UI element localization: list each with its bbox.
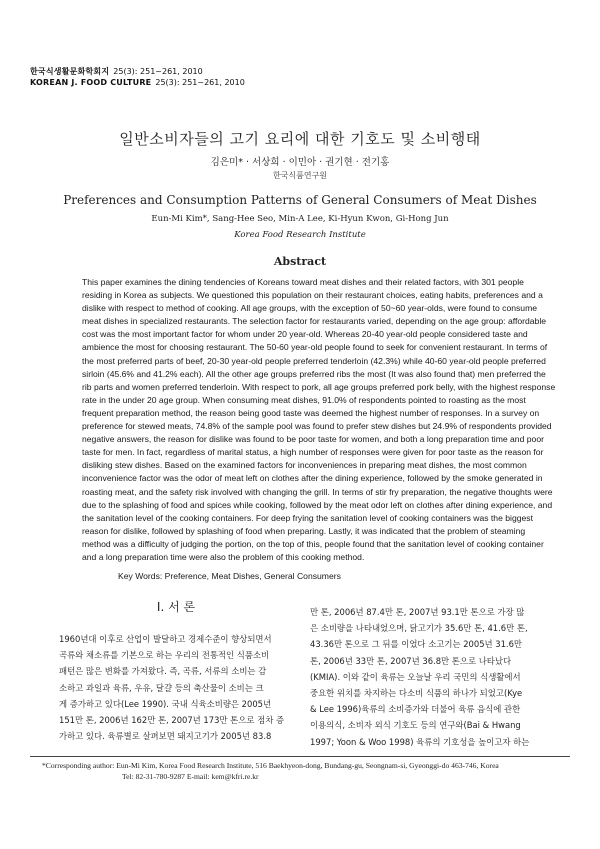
footnote-divider <box>30 756 570 757</box>
intro-text-line: 패턴은 많은 변화를 가져왔다. 즉, 곡류, 서류의 소비는 감 <box>59 666 267 677</box>
abstract-heading: Abstract <box>273 255 327 268</box>
intro-text-line: 1997; Yoon & Woo 1998) 육류의 기호성을 높이고자 하는 <box>310 736 530 747</box>
intro-text-line: 톤, 2006년 33만 톤, 2007년 36.8만 톤으로 나타났다 <box>310 655 512 666</box>
keywords: Key Words: Preference, Meat Dishes, General Consumers <box>118 571 341 581</box>
journal-name-en: KOREAN J. FOOD CULTURE <box>30 78 152 87</box>
journal-name-ko: 한국식생활문화학회지 <box>30 67 110 76</box>
section-heading-introduction: I. 서 론 <box>156 600 196 614</box>
footnote-line-1: *Corresponding author: Eun-Mi Kim, Korea Food Research Institute, 516 Baekhyeon-dong, Bundang-gu, Seongnam-si, Gyeonggi-do 463-746, Korea <box>42 761 499 770</box>
journal-volume-ko: 25(3): 251~261, 2010 <box>113 67 203 76</box>
abstract-line: method was a difficulty of judging the portion, on the top of this, people found that the sanitation level of cooking container <box>82 538 544 549</box>
abstract-line: the sanitation level of the cooking containers. For deep frying the sanitation level of cooking containers was the biggest <box>82 512 533 523</box>
abstract-line: rib parts and women preferred tenderloin. With respect to pork, all age groups preferred pork belly, with the highest response <box>82 381 556 392</box>
journal-line-en <box>30 77 245 88</box>
abstract-line: roasting meat, and the safety risk involved with changing the grill. In terms of stir fry preparation, the negative thoughts were <box>82 486 553 497</box>
abstract-line: This paper examines the dining tendencies of Koreans toward meat dishes and their related factors, with 301 people <box>82 277 524 287</box>
intro-text-line: 151만 톤, 2006년 162만 톤, 2007년 173만 톤으로 점차 증 <box>59 715 285 726</box>
authors-english: Eun-Mi Kim*, Sang-Hee Seo, Min-A Lee, Ki-Hyun Kwon, Gi-Hong Jun <box>151 214 449 224</box>
intro-text-line: 곡류와 채소류를 기본으로 하는 우리의 전통적인 식품소비 <box>59 650 270 661</box>
abstract-line: residing in Korea as subjects. We questioned this population on their restaurant choices, eating habits, preferences and a <box>82 290 543 301</box>
abstract-line: ambience the most for choosing restaurant. The 50-60 year-old people found to seek for convenient restaurant. In terms of <box>82 342 548 353</box>
abstract-line: and a long preparation time were also the problem of this cooking method. <box>82 551 365 562</box>
institution-english: Korea Food Research Institute <box>234 230 366 240</box>
authors-korean: 김은미* · 서상희 · 이민아 · 권기현 · 전기홍 <box>210 157 390 168</box>
abstract-body <box>82 276 556 564</box>
abstract-line: due to the splashing of food and spices while cooking, followed by the meat odor left on clothes after dining experience, and <box>82 499 553 510</box>
journal-line-ko <box>30 66 245 77</box>
intro-text-line: 소하고 과일과 육류, 우유, 달걀 등의 축산물이 소비는 크 <box>59 682 264 693</box>
intro-text-line: (KMIA). 이와 같이 육류는 오늘날 우리 국민의 식생활에서 <box>310 671 521 682</box>
paper-title-korean: 일반소비자들의 고기 요리에 대한 기호도 및 소비행태 <box>119 130 481 148</box>
abstract-line: negative answers, the reason for dislike was found to be poor taste for women, and both a long preparation time and poor <box>82 434 544 445</box>
intro-text-line: 가하고 있다. 육류별로 살펴보면 돼지고기가 2005년 83.8 <box>59 731 272 742</box>
abstract-line: sirloin (45.6% and 41.2% each). All the other age groups preferred ribs the most (It was also found that) men preferred the <box>82 368 546 379</box>
intro-text-line: 43.36만 톤으로 그 뒤를 이었다 소고기는 2005년 31.6만 <box>310 639 523 650</box>
journal-header <box>30 66 245 88</box>
intro-text-line: 이용의식, 소비자 외식 기호도 등의 연구와(Bai & Hwang <box>310 720 521 731</box>
intro-text-line: 게 증가하고 있다(Lee 1990). 국내 식육소비량은 2005년 <box>59 698 272 709</box>
footnote-line-2: Tel: 82-31-780-9287 E-mail: kem@kfri.re.kr <box>122 772 259 781</box>
abstract-line: inconvenience factor was the odor of meat left on clothes after the dining experience, followed by the smoke generated in <box>82 473 543 484</box>
paper-title-english: Preferences and Consumption Patterns of General Consumers of Meat Dishes <box>63 193 537 207</box>
intro-text-line: 1960년대 이후로 산업이 발달하고 경제수준이 향상되면서 <box>59 634 272 644</box>
intro-left-column <box>59 631 295 744</box>
abstract-line: rate in the under 20 age group. When consuming meat dishes, 91.0% of respondents pointed to roasting as the most <box>82 394 526 405</box>
abstract-line: dislike with respect to method of cooking. All age groups, with the exception of 50~60 year-olds, were found to consume <box>82 303 538 314</box>
corresponding-author-footnote <box>42 760 499 782</box>
abstract-line: reason for dislike, followed by splashing of food when preparing. Lastly, it was indicated that the problem of steaming <box>82 525 526 536</box>
abstract-line: frequent preparation method, the reason being good taste was deemed the highest number of responses. In a survey on <box>82 407 540 418</box>
abstract-line: the most preferred parts of beef, 20-30 year-old people preferred tenderloin (42.3%) while 40-60 year-old people preferred <box>82 355 546 366</box>
intro-text-line: & Lee 1996)육류의 소비증가와 더불어 육류 음식에 관한 <box>310 704 521 715</box>
institution-korean: 한국식품연구원 <box>272 171 328 180</box>
abstract-line: disliking stew dishes. Based on the examined factors for inconveniences in preparing meat dishes, the most common <box>82 460 527 471</box>
journal-volume-en: 25(3): 251~261, 2010 <box>155 78 245 87</box>
intro-right-column <box>310 604 546 750</box>
intro-text-line: 은 소비량을 나타내었으며, 닭고기가 35.6만 톤, 41.6만 톤, <box>310 623 528 634</box>
intro-text-line: 중요한 위치를 차지하는 다소비 식품의 하나가 되었고(Kye <box>310 688 523 699</box>
intro-text-line: 만 톤, 2006년 87.4만 톤, 2007년 93.1만 톤으로 가장 많 <box>310 607 525 617</box>
abstract-line: meat dishes in specialized restaurants. The selection factor for restaurants varied, depending on the age group: affordable <box>82 316 547 327</box>
abstract-line: preference for stewed meats, 74.8% of the sample pool was found to prefer stew dishes but 24.9% of respondents provided <box>82 421 552 432</box>
abstract-line: cost was the most important factor for whom under 20 year-old. Whereas 20-40 year-old people considered taste and <box>82 329 528 340</box>
abstract-line: taste for men. In fact, regardless of marital status, a high number of responses were given for poor taste as the reason for <box>82 447 544 458</box>
